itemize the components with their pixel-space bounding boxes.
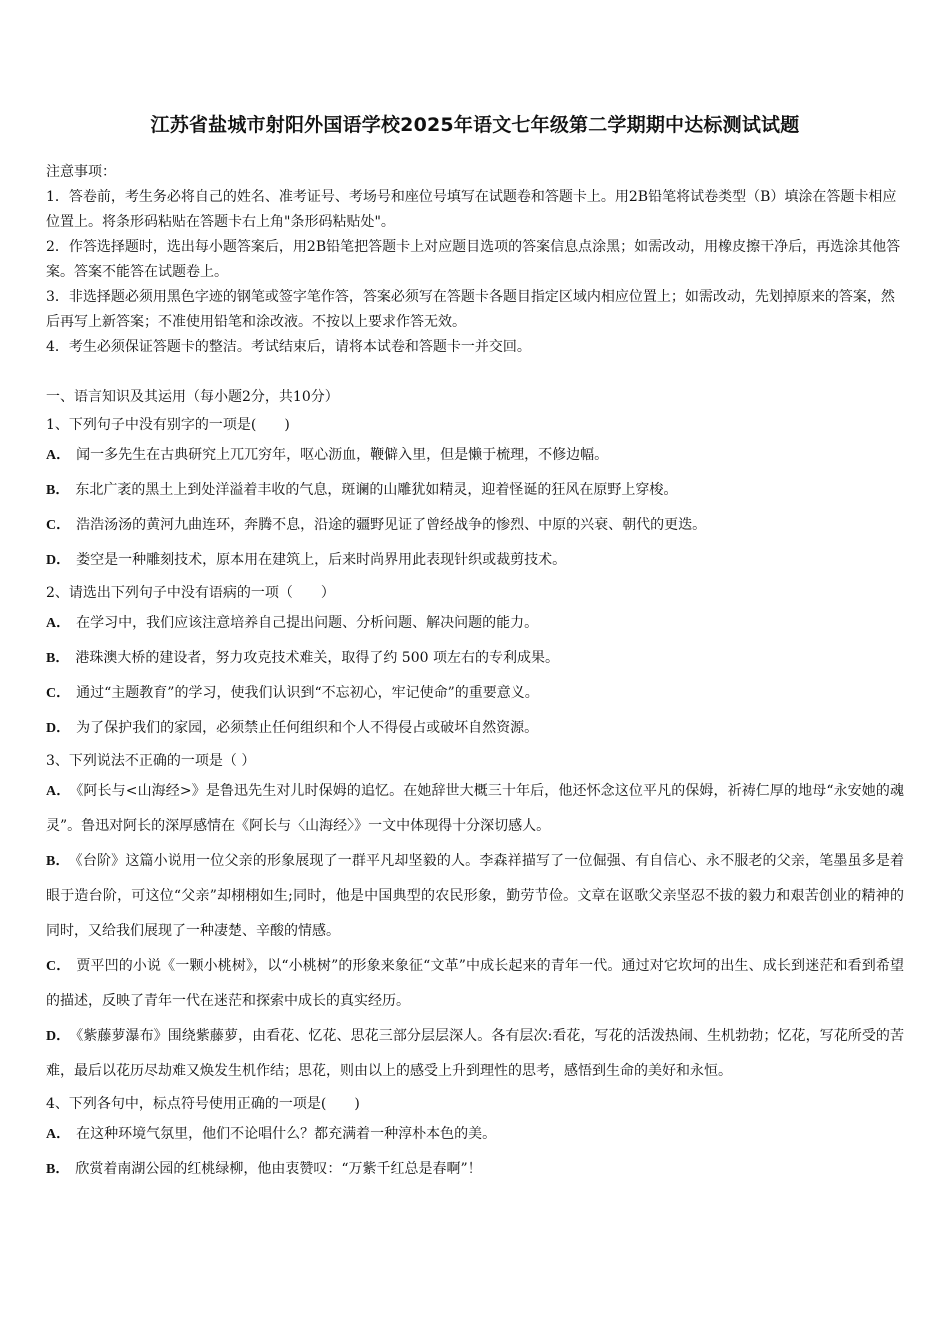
option-text: 《紫藤萝瀑布》围绕紫藤萝，由看花、忆花、思花三部分层层深人。各有层次:看花，写花的活泼热闹、生机勃勃；忆花，写花所受的苦难，最后以花历尽劫难又焕发生机作结；思花，则由以上的感受上升到理性的思考，感悟到生命的美好和永恒。 bbox=[46, 1028, 904, 1079]
question-2 bbox=[46, 578, 904, 746]
option-text: 为了保护我们的家园，必须禁止任何组织和个人不得侵占或破坏自然资源。 bbox=[76, 720, 539, 736]
question-stem: 1、下列句子中没有别字的一项是( ) bbox=[46, 417, 290, 433]
option-text: 在这种环境气氛里，他们不论唱什么？都充满着一种淳朴本色的美。 bbox=[76, 1126, 497, 1142]
option-letter: B． bbox=[46, 483, 70, 498]
option-letter: A． bbox=[46, 1127, 71, 1142]
option-c bbox=[46, 508, 904, 543]
option-text: 娄空是一种雕刻技术，原本用在建筑上，后来时尚界用此表现针织或裁剪技术。 bbox=[76, 552, 567, 568]
option-text: 在学习中，我们应该注意培养自己提出问题、分析问题、解决问题的能力。 bbox=[76, 615, 539, 631]
option-d bbox=[46, 1019, 904, 1089]
question-stem: 3、下列说法不正确的一项是（ ） bbox=[46, 753, 256, 769]
option-a bbox=[46, 1117, 904, 1152]
option-text: 贾平凹的小说《一颗小桃树》，以“小桃树”的形象来象征“文革”中成长起来的青年一代。通过对它坎坷的出生、成长到迷茫和看到希望的描述，反映了青年一代在迷茫和探索中成长的真实经历。 bbox=[46, 958, 904, 1009]
document-title: 江苏省盐城市射阳外国语学校2025年语文七年级第二学期期中达标测试试题 bbox=[150, 114, 800, 136]
notice-item: 1．答卷前，考生务必将自己的姓名、准考证号、考场号和座位号填写在试题卷和答题卡上。用2B铅笔将试卷类型（B）填涂在答题卡相应位置上。将条形码粘贴在答题卡右上角"条形码粘贴处"。 bbox=[46, 189, 897, 230]
option-letter: A． bbox=[46, 784, 71, 799]
option-letter: B． bbox=[46, 651, 70, 666]
option-c bbox=[46, 949, 904, 1019]
option-letter: C． bbox=[46, 518, 71, 533]
option-b bbox=[46, 641, 904, 676]
option-a bbox=[46, 774, 904, 844]
question-stem: 4、下列各句中，标点符号使用正确的一项是( ) bbox=[46, 1096, 360, 1112]
option-text: 浩浩汤汤的黄河九曲连环，奔腾不息，沿途的疆野见证了曾经战争的惨烈、中原的兴衰、朝代的更迭。 bbox=[76, 517, 707, 533]
option-letter: B． bbox=[46, 1162, 70, 1177]
option-text: 东北广袤的黑土上到处洋溢着丰收的气息，斑谰的山雕犹如精灵，迎着怪诞的狂风在原野上穿梭。 bbox=[75, 482, 678, 498]
notice-heading: 注意事项： bbox=[46, 164, 116, 180]
option-letter: A． bbox=[46, 616, 71, 631]
question-4 bbox=[46, 1089, 904, 1187]
option-text: 欣赏着南湖公园的红桃绿柳，他由衷赞叹：“万紫千红总是春啊”！ bbox=[75, 1161, 482, 1177]
option-d bbox=[46, 543, 904, 578]
notice-section bbox=[46, 160, 904, 360]
option-text: 《台阶》这篇小说用一位父亲的形象展现了一群平凡却坚毅的人。李森祥描写了一位倔强、有自信心、永不服老的父亲，笔墨虽多是着眼于造台阶，可这位“父亲”却栩栩如生;同时，他是中国典型的农民形象，勤劳节俭。文章在讴歌父亲坚忍不拔的毅力和艰苦创业的精神的同时，又给我们展现了一种凄楚、辛酸的情感。 bbox=[46, 853, 905, 939]
option-text: 闻一多先生在古典研究上兀兀穷年，呕心沥血，鞭僻入里，但是懒于梳理，不修边幅。 bbox=[76, 447, 609, 463]
option-letter: D． bbox=[46, 1029, 71, 1044]
notice-item: 4．考生必须保证答题卡的整洁。考试结束后，请将本试卷和答题卡一并交回。 bbox=[46, 339, 531, 355]
question-1 bbox=[46, 410, 904, 578]
option-letter: A． bbox=[46, 448, 71, 463]
option-c bbox=[46, 676, 904, 711]
option-text: 《阿长与<山海经>》是鲁迅先生对儿时保姆的追忆。在她辞世大概三十年后，他还怀念这位平凡的保姆，祈祷仁厚的地母“永安她的魂灵”。鲁迅对阿长的深厚感情在《阿长与〈山海经〉》一文中体现得十分深切感人。 bbox=[46, 783, 904, 834]
option-b bbox=[46, 473, 904, 508]
option-letter: D． bbox=[46, 721, 71, 736]
option-b bbox=[46, 844, 904, 949]
notice-item: 3．非选择题必须用黑色字迹的钢笔或签字笔作答，答案必须写在答题卡各题目指定区域内相应位置上；如需改动，先划掉原来的答案，然后再写上新答案；不准使用铅笔和涂改液。不按以上要求作答无效。 bbox=[46, 289, 895, 330]
option-letter: C． bbox=[46, 959, 71, 974]
option-letter: B． bbox=[46, 854, 70, 869]
option-a bbox=[46, 438, 904, 473]
option-letter: C． bbox=[46, 686, 71, 701]
option-text: 通过“主题教育”的学习，使我们认识到“不忘初心，牢记使命”的重要意义。 bbox=[76, 685, 539, 701]
section-heading: 一、语言知识及其运用（每小题2分，共10分） bbox=[46, 389, 339, 405]
option-a bbox=[46, 606, 904, 641]
notice-item: 2．作答选择题时，选出每小题答案后，用2B铅笔把答题卡上对应题目选项的答案信息点涂黑；如需改动，用橡皮擦干净后，再选涂其他答案。答案不能答在试题卷上。 bbox=[46, 239, 901, 280]
question-3 bbox=[46, 746, 904, 1089]
option-b bbox=[46, 1152, 904, 1187]
option-text: 港珠澳大桥的建设者，努力攻克技术难关，取得了约 500 项左右的专利成果。 bbox=[75, 650, 559, 666]
question-stem: 2、请选出下列句子中没有语病的一项（ ） bbox=[46, 585, 335, 601]
option-d bbox=[46, 711, 904, 746]
option-letter: D． bbox=[46, 553, 71, 568]
